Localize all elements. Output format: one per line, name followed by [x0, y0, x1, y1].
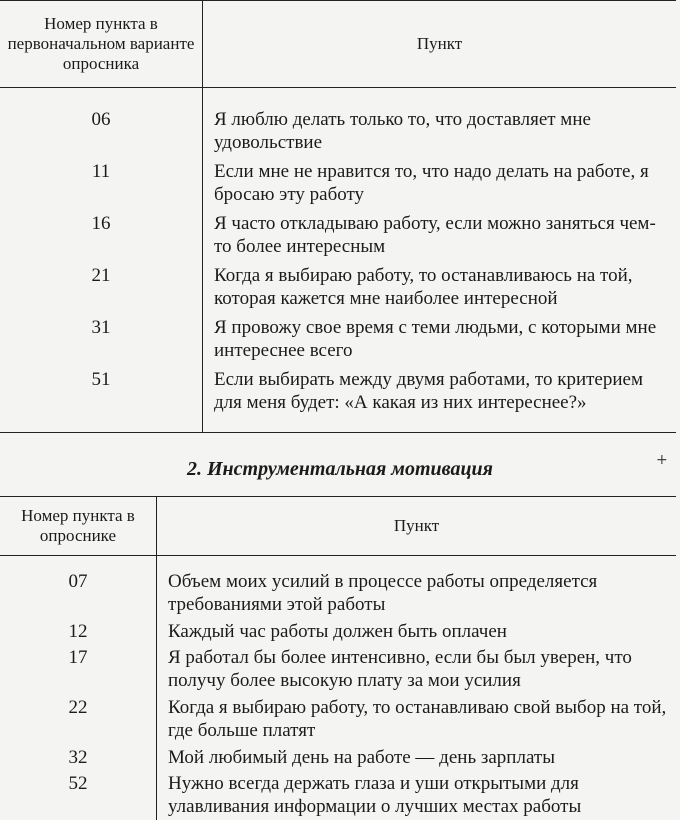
table-row: [0, 618, 676, 644]
header-item-column: Пункт: [203, 1, 677, 88]
item-number: 32: [68, 746, 88, 768]
item-number: 11: [91, 160, 111, 182]
item-text: Когда я выбираю работу, то останавливаюсь на той, которая кажется мне наиболее интересной: [203, 262, 677, 314]
table-row: [0, 210, 676, 262]
item-text: Когда я выбираю работу, то останавливаю свой выбор на той, где больше платят: [157, 694, 677, 744]
item-number: 06: [91, 109, 111, 130]
item-number: 31: [91, 316, 111, 338]
item-text: Мой любимый день на работе — день зарплаты: [157, 744, 677, 770]
item-number: 12: [68, 620, 88, 642]
item-text: Если выбирать между двумя работами, то критерием для меня будет: «А какая из них интереснее?»: [203, 366, 677, 433]
section-heading: 2. Инструментальная мотивация: [187, 458, 493, 480]
table-row: [0, 158, 676, 210]
table-row: [0, 744, 676, 770]
table-header-row: [0, 1, 676, 88]
table-header-row: [0, 497, 676, 556]
item-text: Я работал бы более интенсивно, если бы был уверен, что получу более высокую плату за мои усилия: [157, 644, 677, 694]
instrumental-motivation-table: [0, 496, 676, 820]
item-number: 22: [68, 696, 88, 718]
table-row: [0, 556, 676, 618]
item-number: 17: [68, 646, 88, 668]
item-text: Если мне не нравится то, что надо делать на работе, я бросаю эту работу: [203, 158, 677, 210]
header-number-column: Номер пункта в первоначальном варианте опросника: [0, 1, 203, 88]
table-row: [0, 366, 676, 433]
item-text: Объем моих усилий в процессе работы определяется требованиями этой работы: [157, 556, 677, 618]
table-row: [0, 694, 676, 744]
margin-mark: +: [656, 452, 668, 468]
header-item-column: Пункт: [157, 497, 677, 556]
item-text: Я люблю делать только то, что доставляет мне удовольствие: [203, 88, 677, 158]
item-text: Я провожу свое время с теми людьми, с которыми мне интереснее всего: [203, 314, 677, 366]
item-number: 21: [91, 264, 111, 286]
table-row: [0, 314, 676, 366]
item-number: 51: [91, 368, 111, 390]
item-number: 16: [91, 212, 111, 234]
item-text: Каждый час работы должен быть оплачен: [157, 618, 677, 644]
table-row: [0, 770, 676, 820]
table-row: [0, 644, 676, 694]
table-row: [0, 262, 676, 314]
item-text: Я часто откладываю работу, если можно заняться чем-то более интересным: [203, 210, 677, 262]
header-number-column: Номер пункта в опроснике: [0, 497, 157, 556]
item-number: 52: [68, 772, 88, 794]
table-row: [0, 88, 676, 158]
item-text: Нужно всегда держать глаза и уши открытыми для улавливания информации о лучших местах работы: [157, 770, 677, 820]
item-number: 07: [68, 571, 88, 592]
